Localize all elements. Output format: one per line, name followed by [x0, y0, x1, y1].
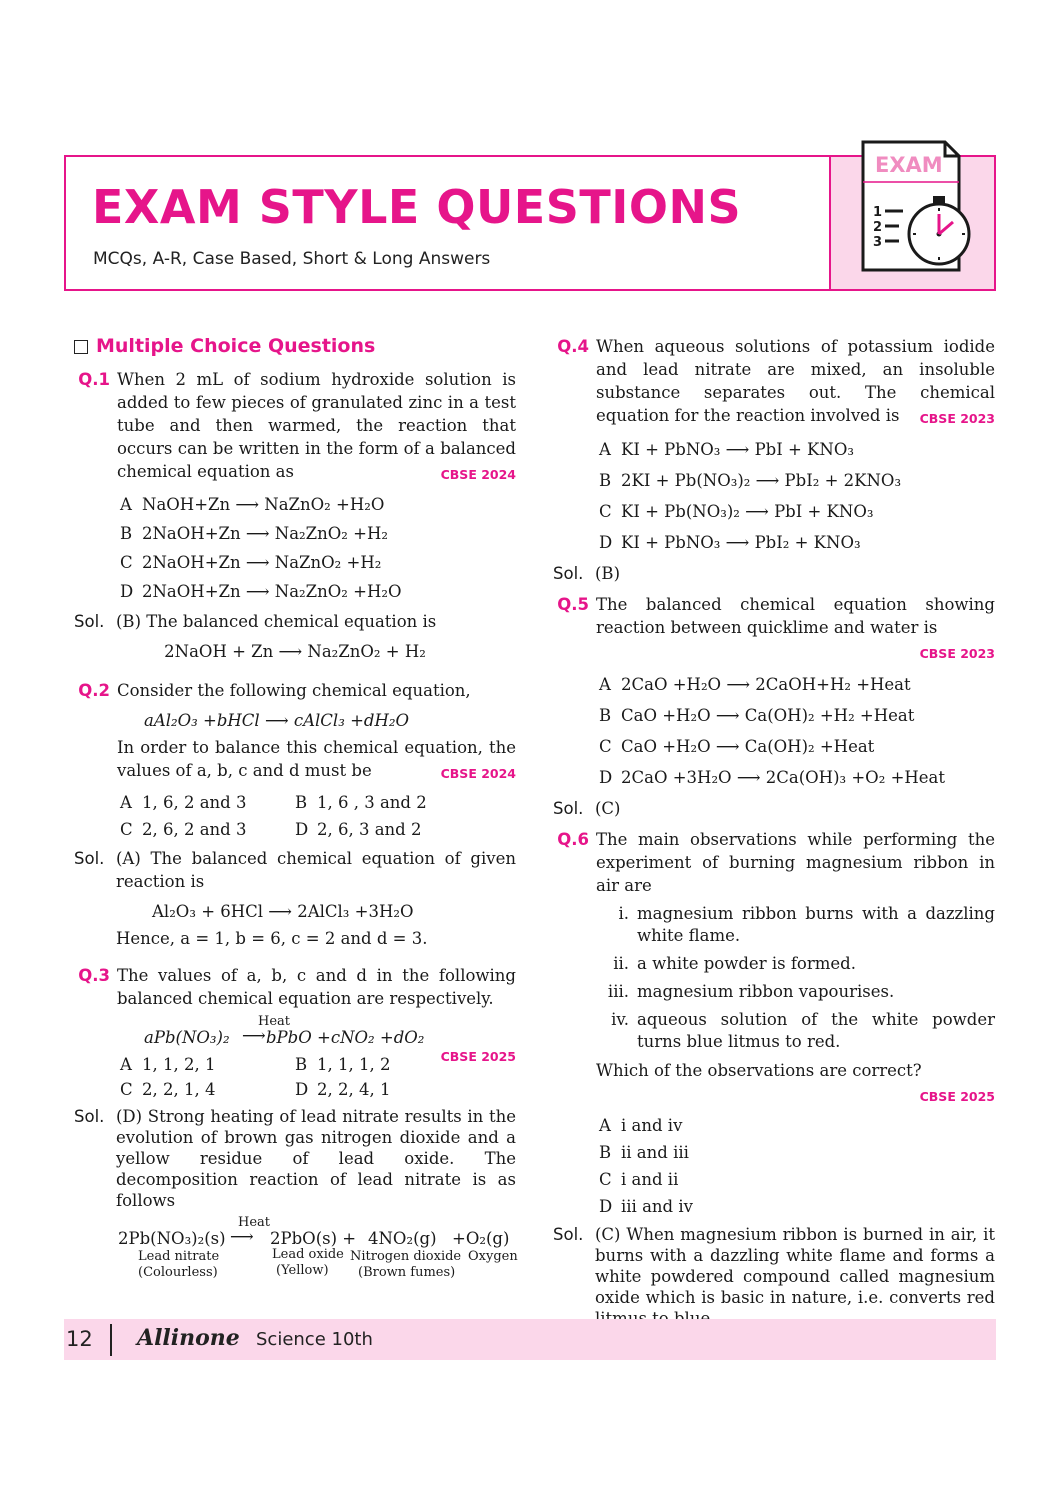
options-q6	[553, 1112, 995, 1220]
solution-q4	[553, 562, 995, 585]
question-text: The main observations while performing the experiment of burning magnesium ribbon in air are	[596, 830, 995, 895]
solution-equation: Al₂O₃ + 6HCl ⟶ 2AlCl₃ +3H₂O	[152, 902, 414, 921]
option: C 2, 2, 1, 4	[120, 1080, 216, 1099]
observation-item: iv. aqueous solution of the white powder turns blue litmus to red.	[611, 1010, 995, 1051]
option: D 2NaOH+Zn ⟶ Na₂ZnO₂ +H₂O	[120, 582, 402, 601]
option: B CaO +H₂O ⟶ Ca(OH)₂ +H₂ +Heat	[599, 706, 915, 725]
cbse-tag: CBSE 2023	[919, 646, 995, 661]
option: B 1, 6 , 3 and 2	[295, 793, 427, 812]
solution-label: Sol.	[553, 1225, 584, 1244]
cbse-tag: CBSE 2024	[440, 766, 516, 781]
option: A 1, 1, 2, 1	[120, 1055, 216, 1074]
solution-label: Sol.	[553, 564, 584, 583]
left-column	[74, 335, 518, 1280]
observation-item: ii. a white powder is formed.	[613, 954, 856, 973]
right-column	[553, 335, 995, 1333]
cbse-tag: CBSE 2023	[919, 411, 995, 426]
cbse-tag: CBSE 2025	[919, 1089, 995, 1104]
question-number: Q.2	[78, 681, 110, 700]
solution-label: Sol.	[553, 799, 584, 818]
option: D 2, 2, 4, 1	[295, 1080, 391, 1099]
header-divider	[829, 155, 831, 291]
question-2-body	[74, 736, 516, 785]
option: B 2NaOH+Zn ⟶ Na₂ZnO₂ +H₂	[120, 524, 388, 543]
question-text: When aqueous solutions of potassium iodide and lead nitrate are mixed, an insoluble substance separates out. The chemical equation for the reaction involved is	[596, 337, 995, 425]
question-6	[553, 828, 995, 897]
exam-icon-label: EXAM	[875, 153, 943, 177]
page-title: EXAM STYLE QUESTIONS	[92, 180, 742, 234]
checkbox-icon	[74, 340, 88, 354]
solution-label: Sol.	[74, 1107, 105, 1126]
option: C KI + Pb(NO₃)₂ ⟶ PbI + KNO₃	[599, 502, 874, 521]
solution-text: (C) When magnesium ribbon is burned in air, it burns with a dazzling white flame and forms a white powdered compound called magnesium oxide which is basic in nature, i.e. converts red	[595, 1225, 995, 1307]
solution-q2	[74, 847, 516, 893]
option: C i and ii	[599, 1170, 679, 1189]
option: B ii and iii	[599, 1143, 689, 1162]
question-6-prompt	[553, 1059, 995, 1108]
option: C CaO +H₂O ⟶ Ca(OH)₂ +Heat	[599, 737, 875, 756]
exam-list-3: 3	[873, 235, 883, 250]
solution-q6	[553, 1224, 995, 1329]
option: C 2, 6, 2 and 3	[120, 820, 247, 839]
solution-q5	[553, 797, 995, 820]
solution-equation: 2Pb(NO₃)₂(s) Heat ⟶ 2PbO(s) + 4NO₂(g) +O₂(g) Lead nitrate (Colourless) Lead oxide (Yellow) Nitrogen dioxide (Brown fumes) Oxygen	[118, 1215, 518, 1280]
question-equation: aAl₂O₃ +bHCl ⟶ cAlCl₃ +dH₂O	[144, 711, 409, 730]
option: D iii and iv	[599, 1197, 693, 1216]
question-text: In order to balance this chemical equation, the values of a, b, c and d must be	[117, 738, 516, 780]
options-q2	[120, 789, 516, 843]
question-text: When 2 mL of sodium hydroxide solution is added to few pieces of granulated zinc in a test tube and then warmed, the reaction that occurs can be written in the form of a balanced chemical equation as	[117, 370, 516, 481]
page-number: 12	[66, 1327, 93, 1351]
question-intro: Consider the following chemical equation,	[117, 681, 471, 700]
question-number: Q.1	[78, 370, 110, 389]
option: B 1, 1, 1, 2	[295, 1055, 391, 1074]
question-number: Q.6	[557, 830, 589, 849]
option: B 2KI + Pb(NO₃)₂ ⟶ PbI₂ + 2KNO₃	[599, 471, 902, 490]
option: A i and iv	[599, 1116, 683, 1135]
solution-text: (B) The balanced chemical equation is	[116, 612, 437, 631]
option: A NaOH+Zn ⟶ NaZnO₂ +H₂O	[120, 495, 385, 514]
options-q4	[553, 434, 995, 558]
question-text: Which of the observations are correct?	[596, 1061, 922, 1080]
solution-conclusion: Hence, a = 1, b = 6, c = 2 and d = 3.	[116, 929, 428, 948]
solution-text: (D) Strong heating of lead nitrate results in the evolution of brown gas nitrogen dioxide and a yellow residue of lead oxide. The decomposition reaction of lead nitrate is as follows	[116, 1107, 516, 1210]
exam-clock-icon	[855, 138, 980, 278]
question-equation: aPb(NO₃)₂ Heat ⟶ bPbO +cNO₂ +dO₂ CBSE 2025	[144, 1014, 516, 1052]
question-text: The balanced chemical equation showing reaction between quicklime and water is	[596, 595, 995, 637]
brand-logo: Allinone	[137, 1325, 240, 1351]
solution-equation: 2NaOH + Zn ⟶ Na₂ZnO₂ + H₂	[164, 642, 426, 661]
footer-separator	[110, 1324, 112, 1356]
solution-text: (A) The balanced chemical equation of given reaction is	[116, 849, 516, 891]
footer-subject: Science 10th	[256, 1329, 373, 1350]
question-5	[553, 593, 995, 665]
question-text: The values of a, b, c and d in the following balanced chemical equation are respectively.	[117, 966, 516, 1008]
exam-list-1: 1	[873, 205, 883, 220]
question-number: Q.4	[557, 337, 589, 356]
observation-item: i. magnesium ribbon burns with a dazzling white flame.	[618, 904, 995, 945]
option: A KI + PbNO₃ ⟶ PbI + KNO₃	[599, 440, 854, 459]
solution-label: Sol.	[74, 612, 105, 631]
cbse-tag: CBSE 2024	[440, 467, 516, 482]
option: D KI + PbNO₃ ⟶ PbI₂ + KNO₃	[599, 533, 861, 552]
exam-list-2: 2	[873, 220, 883, 235]
option: D 2, 6, 3 and 2	[295, 820, 422, 839]
question-number: Q.5	[557, 595, 589, 614]
question-4	[553, 335, 995, 430]
section-title: Multiple Choice Questions	[96, 335, 376, 357]
page-subtitle: MCQs, A-R, Case Based, Short & Long Answers	[93, 249, 491, 269]
question-number: Q.3	[78, 966, 110, 985]
option: A 2CaO +H₂O ⟶ 2CaOH+H₂ +Heat	[599, 675, 911, 694]
options-q1	[74, 490, 516, 606]
solution-q1	[74, 610, 516, 633]
question-1	[74, 368, 516, 486]
option: A 1, 6, 2 and 3	[120, 793, 247, 812]
cbse-tag: CBSE 2025	[440, 1049, 516, 1064]
question-3	[74, 964, 516, 1010]
solution-text: (C)	[595, 799, 621, 818]
solution-text: (B)	[595, 564, 620, 583]
section-heading	[74, 335, 516, 358]
question-2	[74, 679, 516, 702]
observation-item: iii. magnesium ribbon vapourises.	[607, 982, 895, 1001]
solution-q3	[74, 1106, 516, 1211]
options-q5	[553, 669, 995, 793]
option: D 2CaO +3H₂O ⟶ 2Ca(OH)₃ +O₂ +Heat	[599, 768, 946, 787]
solution-label: Sol.	[74, 849, 105, 868]
option: C 2NaOH+Zn ⟶ NaZnO₂ +H₂	[120, 553, 382, 572]
